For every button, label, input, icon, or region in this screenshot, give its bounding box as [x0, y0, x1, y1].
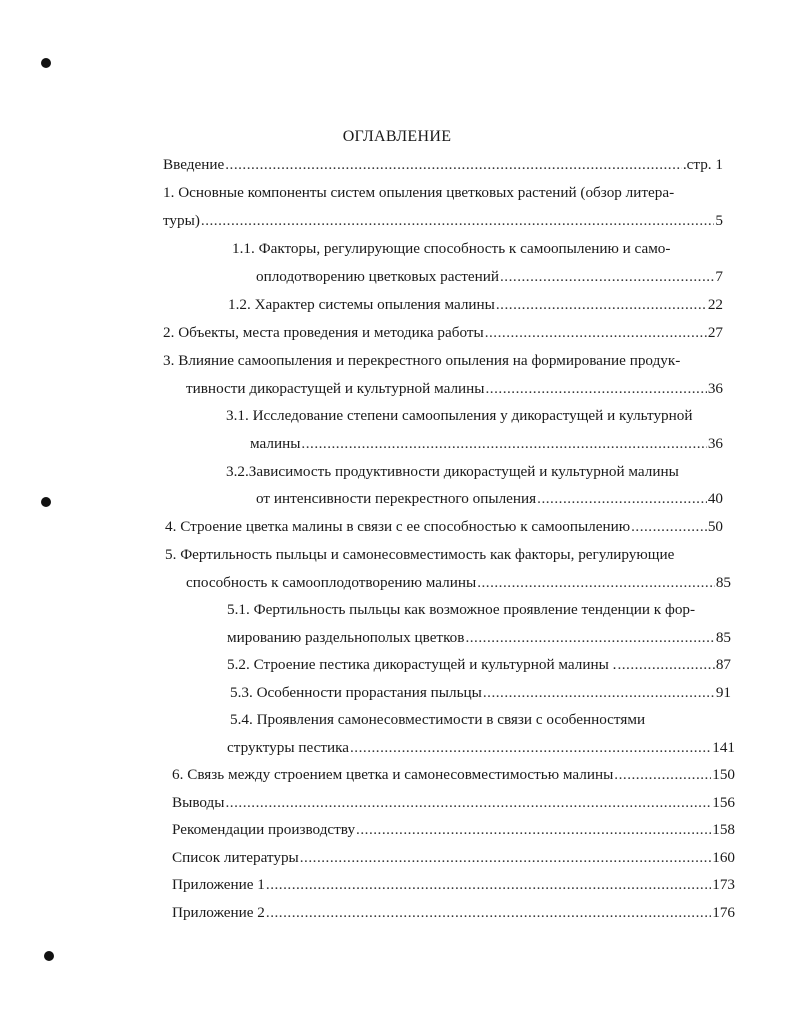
leader-dots	[617, 654, 714, 676]
toc-entry-intro: Введение ..... .стр. 1	[163, 154, 723, 176]
toc-entry-appendix-1: Приложение 1 ..... 173	[172, 874, 735, 896]
leader-dots	[465, 627, 714, 649]
leader-dots	[356, 819, 711, 841]
leader-dots	[225, 154, 682, 176]
toc-entry-section-4: 4. Строение цветка малины в связи с ее способностью к самоопылению ..... 50	[165, 516, 723, 538]
leader-dots	[496, 294, 707, 316]
toc-entry-section-3-2-line-2: от интенсивности перекрестного опыления ..... 40	[256, 488, 723, 510]
toc-entry-section-5-line-2: способность к самооплодотворению малины ..... 85	[186, 572, 731, 594]
toc-entry-section-6: 6. Связь между строением цветка и самонесовместимостью малины ..... 150	[172, 764, 735, 786]
toc-entry-section-3-line-1: 3. Влияние самоопыления и перекрестного опыления на формирование продук-	[163, 352, 681, 369]
toc-entry-section-5-4-line-2: структуры пестика ..... 141	[227, 737, 735, 759]
leader-dots	[500, 266, 714, 288]
leader-dots	[300, 847, 711, 869]
page-number: 160	[712, 849, 735, 866]
toc-entry-literature: Список литературы ..... 160	[172, 847, 735, 869]
toc-entry-section-5-1-line-1: 5.1. Фертильность пыльцы как возможное проявление тенденции к фор-	[227, 601, 696, 618]
toc-entry-section-3-1-line-2: малины ..... 36	[250, 433, 723, 455]
page-number: 158	[712, 821, 735, 838]
toc-entry-conclusions: Выводы ..... 156	[172, 792, 735, 814]
page-number: 27	[707, 324, 723, 341]
leader-dots	[226, 792, 712, 814]
page-number: 7	[715, 268, 723, 285]
leader-dots	[614, 764, 711, 786]
leader-dots	[350, 737, 711, 759]
toc-entry-section-2: 2. Объекты, места проведения и методика работы ..... 27	[163, 322, 723, 344]
page-number: 85	[715, 574, 731, 591]
toc-entry-section-1-1-line-2: оплодотворению цветковых растений ..... 7	[256, 266, 723, 288]
toc-entry-section-1-1-line-1: 1.1. Факторы, регулирующие способность к самоопылению и само-	[232, 240, 671, 257]
page-number: 5	[715, 212, 723, 229]
leader-dots	[266, 902, 711, 924]
page-number: 40	[707, 490, 723, 507]
toc-entry-section-1-2: 1.2. Характер системы опыления малины ..... 22	[228, 294, 723, 316]
toc-entry-section-1-line-2: туры) ..... 5	[163, 210, 723, 232]
page-number: 87	[715, 656, 731, 673]
page-number: 150	[712, 766, 735, 783]
page-number: 173	[712, 876, 735, 893]
leader-dots	[486, 378, 707, 400]
leader-dots	[537, 488, 707, 510]
page-number: .стр. 1	[682, 156, 723, 173]
toc-entry-section-3-2-line-1: 3.2.Зависимость продуктивности дикорастущей и культурной малины	[226, 463, 679, 480]
toc-entry-section-5-3: 5.3. Особенности прорастания пыльцы ..... 91	[230, 682, 731, 704]
page-number: 156	[712, 794, 735, 811]
page-number: 91	[715, 684, 731, 701]
leader-dots	[483, 682, 715, 704]
toc-entry-appendix-2: Приложение 2 ..... 176	[172, 902, 735, 924]
toc-entry-section-5-4-line-1: 5.4. Проявления самонесовместимости в связи с особенностями	[230, 711, 646, 728]
leader-dots	[477, 572, 715, 594]
leader-dots	[631, 516, 707, 538]
leader-dots	[301, 433, 706, 455]
page-number: 141	[712, 739, 735, 756]
toc-entry-section-5-2: 5.2. Строение пестика дикорастущей и культурной малины . ..... 87	[227, 654, 731, 676]
page-number: 36	[707, 435, 723, 452]
toc-entry-section-3-line-2: тивности дикорастущей и культурной малины ..... 36	[186, 378, 723, 400]
toc-entry-section-3-1-line-1: 3.1. Исследование степени самоопыления у дикорастущей и культурной	[226, 407, 693, 424]
page-number: 50	[707, 518, 723, 535]
page-number: 85	[715, 629, 731, 646]
leader-dots	[485, 322, 707, 344]
toc-entry-recommendations: Рекомендации производству ..... 158	[172, 819, 735, 841]
page-title: ОГЛАВЛЕНИЕ	[342, 128, 452, 145]
leader-dots	[266, 874, 711, 896]
toc-entry-section-5-line-1: 5. Фертильность пыльцы и самонесовместимость как факторы, регулирующие	[165, 546, 675, 563]
page-number: 36	[707, 380, 723, 397]
page-number: 176	[712, 904, 735, 921]
toc-entry-section-1-line-1: 1. Основные компоненты систем опыления цветковых растений (обзор литера-	[163, 184, 675, 201]
toc-entry-section-5-1-line-2: мированию раздельнополых цветков ..... 85	[227, 627, 731, 649]
leader-dots	[201, 210, 715, 232]
page-number: 22	[707, 296, 723, 313]
